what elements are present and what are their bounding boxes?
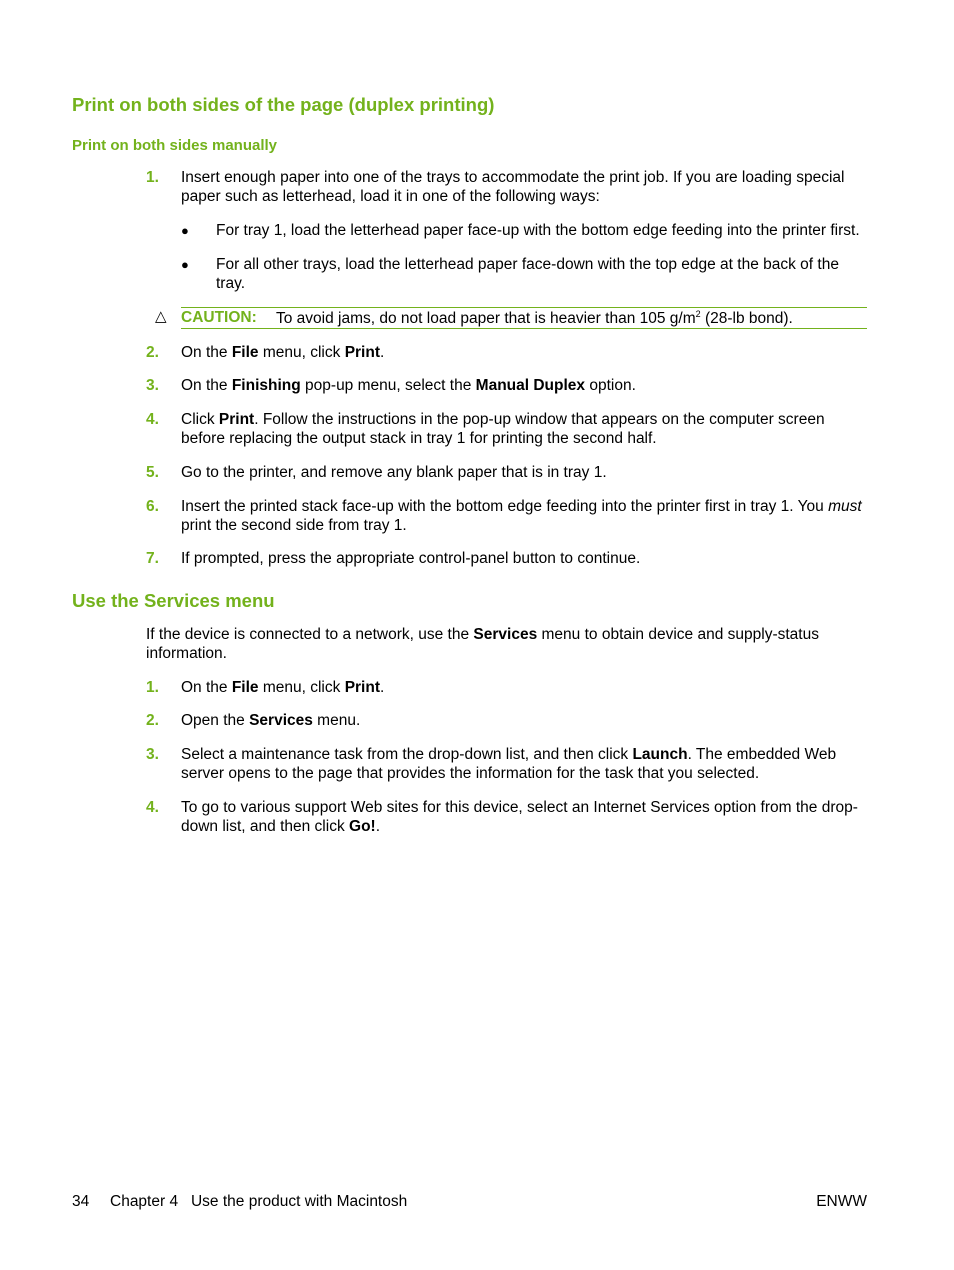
step-number: 4. xyxy=(146,799,159,816)
step-number: 4. xyxy=(146,411,159,428)
caution-icon: △ xyxy=(155,308,167,325)
services-intro: If the device is connected to a network, use the Services menu to obtain device and supply-status information. xyxy=(146,626,819,662)
chapter-title: Chapter 4 Use the product with Macintosh xyxy=(110,1193,408,1210)
step-number: 6. xyxy=(146,498,159,515)
step-text: Go to the printer, and remove any blank paper that is in tray 1. xyxy=(181,464,607,481)
step-text: Click Print. Follow the instructions in the pop-up window that appears on the computer screen before replacing the output stack in tray 1 for printing the second half. xyxy=(181,411,825,447)
section-heading-duplex: Print on both sides of the page (duplex printing) xyxy=(72,94,495,115)
step-text: On the File menu, click Print. xyxy=(181,679,385,696)
footer-right-label: ENWW xyxy=(816,1193,867,1210)
step-text: If prompted, press the appropriate control-panel button to continue. xyxy=(181,550,641,567)
step-number: 1. xyxy=(146,169,159,186)
page-number: 34 xyxy=(72,1193,90,1210)
section-heading-services: Use the Services menu xyxy=(72,590,275,611)
caution-label: CAUTION: xyxy=(181,309,257,326)
step-text: Select a maintenance task from the drop-down list, and then click Launch. The embedded Web server opens to the page that provides the information for the task that you selected. xyxy=(181,746,837,782)
bullet-icon: ● xyxy=(181,257,189,272)
step-number: 3. xyxy=(146,746,159,763)
bullet-text: For all other trays, load the letterhead paper face-down with the top edge at the back of the tray. xyxy=(216,256,839,292)
caution-box xyxy=(181,307,867,329)
step-number: 1. xyxy=(146,679,159,696)
step-number: 3. xyxy=(146,377,159,394)
caution-text: To avoid jams, do not load paper that is heavier than 105 $g/m^2$ (28-lb bond). xyxy=(276,309,793,327)
bullet-text: For tray 1, load the letterhead paper face-up with the bottom edge feeding into the printer first. xyxy=(216,222,860,239)
step-number: 2. xyxy=(146,344,159,361)
step-text: Insert enough paper into one of the trays to accommodate the print job. If you are loading special paper such as letterhead, load it in one of the following ways: xyxy=(181,169,845,205)
bullet-icon: ● xyxy=(181,223,189,238)
subheading-manual: Print on both sides manually xyxy=(72,137,278,154)
step-number: 2. xyxy=(146,712,159,729)
step-number: 5. xyxy=(146,464,159,481)
step-number: 7. xyxy=(146,550,159,567)
step-text: On the File menu, click Print. xyxy=(181,344,385,361)
step-text: On the Finishing pop-up menu, select the Manual Duplex option. xyxy=(181,377,636,394)
step-text: To go to various support Web sites for this device, select an Internet Services option from the drop-down list, and then click Go!. xyxy=(181,799,858,835)
step-text: Insert the printed stack face-up with the bottom edge feeding into the printer first in tray 1. You must print the second side from tray 1. xyxy=(181,498,862,534)
step-text: Open the Services menu. xyxy=(181,712,361,729)
